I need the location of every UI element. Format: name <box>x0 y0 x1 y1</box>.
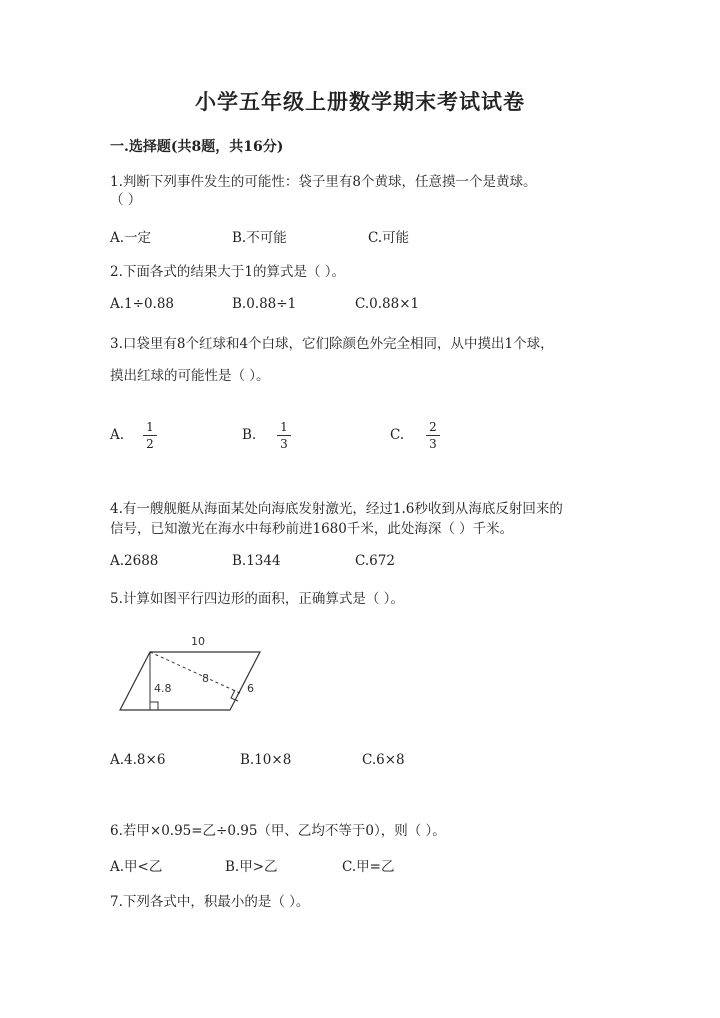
fraction-c-denominator: 3 <box>429 437 437 451</box>
height-right-angle-mark <box>150 702 158 710</box>
question-3-text: 3.口袋里有8个红球和4个白球，它们除颜色外完全相同，从中摸出1个球， <box>110 336 554 352</box>
fraction-b-numerator: 1 <box>280 420 288 434</box>
page-title: 小学五年级上册数学期末考试试卷 <box>195 89 525 114</box>
question-2-option-c: C.0.88×1 <box>355 296 420 312</box>
fraction-c-numerator: 2 <box>429 420 437 434</box>
fraction-b-bar <box>277 435 291 436</box>
question-4-text: 4.有一艘舰艇从海面某处向海底发射激光，经过1.6秒收到从海底反射回来的 <box>110 501 563 517</box>
fraction-a-numerator: 1 <box>146 420 154 434</box>
question-6-option-a: A.甲<乙 <box>110 859 163 875</box>
question-1-text: 1.判断下列事件发生的可能性：袋子里有8个黄球，任意摸一个是黄球。 <box>110 174 537 190</box>
label-top: 10 <box>191 635 205 648</box>
label-diagonal: 8 <box>202 672 209 685</box>
question-4-option-c: C.672 <box>355 553 395 569</box>
question-1-option-c: C.可能 <box>368 230 410 246</box>
parallelogram-shape <box>120 652 260 710</box>
question-3-option-a: A. <box>110 427 125 443</box>
question-1-option-a: A.一定 <box>110 230 152 246</box>
label-side: 6 <box>247 682 254 695</box>
parallelogram-figure <box>110 630 280 720</box>
question-3-option-b: B. <box>242 427 257 443</box>
fraction-a-denominator: 2 <box>146 437 154 451</box>
question-1-blank: （ ） <box>110 192 142 208</box>
fraction-b-denominator: 3 <box>280 437 288 451</box>
question-3-fraction-a <box>143 420 157 451</box>
question-5-option-c: C.6×8 <box>362 752 405 768</box>
question-4-text-line2: 信号，已知激光在海水中每秒前进1680千米，此处海深（ ）千米。 <box>110 521 514 537</box>
question-1-option-b: B.不可能 <box>232 230 287 246</box>
question-3-fraction-c <box>426 420 440 451</box>
question-5-text: 5.计算如图平行四边形的面积，正确算式是（ ）。 <box>110 591 404 607</box>
label-height: 4.8 <box>154 682 172 695</box>
question-6-option-c: C.甲=乙 <box>342 859 395 875</box>
question-3-fraction-b <box>277 420 291 451</box>
question-5-option-b: B.10×8 <box>240 752 292 768</box>
question-3-text-line2: 摸出红球的可能性是（ ）。 <box>110 368 270 384</box>
question-4-option-a: A.2688 <box>110 553 159 569</box>
question-7-text: 7.下列各式中，积最小的是（ ）。 <box>110 894 310 910</box>
question-2-option-a: A.1÷0.88 <box>110 296 174 312</box>
question-6-text: 6.若甲×0.95=乙÷0.95（甲、乙均不等于0），则（ ）。 <box>110 823 446 839</box>
fraction-a-bar <box>143 435 157 436</box>
question-4-option-b: B.1344 <box>232 553 281 569</box>
section-heading: 一.选择题(共8题，共16分) <box>110 139 284 155</box>
question-6-option-b: B.甲>乙 <box>225 859 278 875</box>
question-2-option-b: B.0.88÷1 <box>232 296 297 312</box>
question-5-option-a: A.4.8×6 <box>110 752 166 768</box>
question-2-text: 2.下面各式的结果大于1的算式是（ ）。 <box>110 264 346 280</box>
question-3-option-c: C. <box>390 427 405 443</box>
fraction-c-bar <box>426 435 440 436</box>
